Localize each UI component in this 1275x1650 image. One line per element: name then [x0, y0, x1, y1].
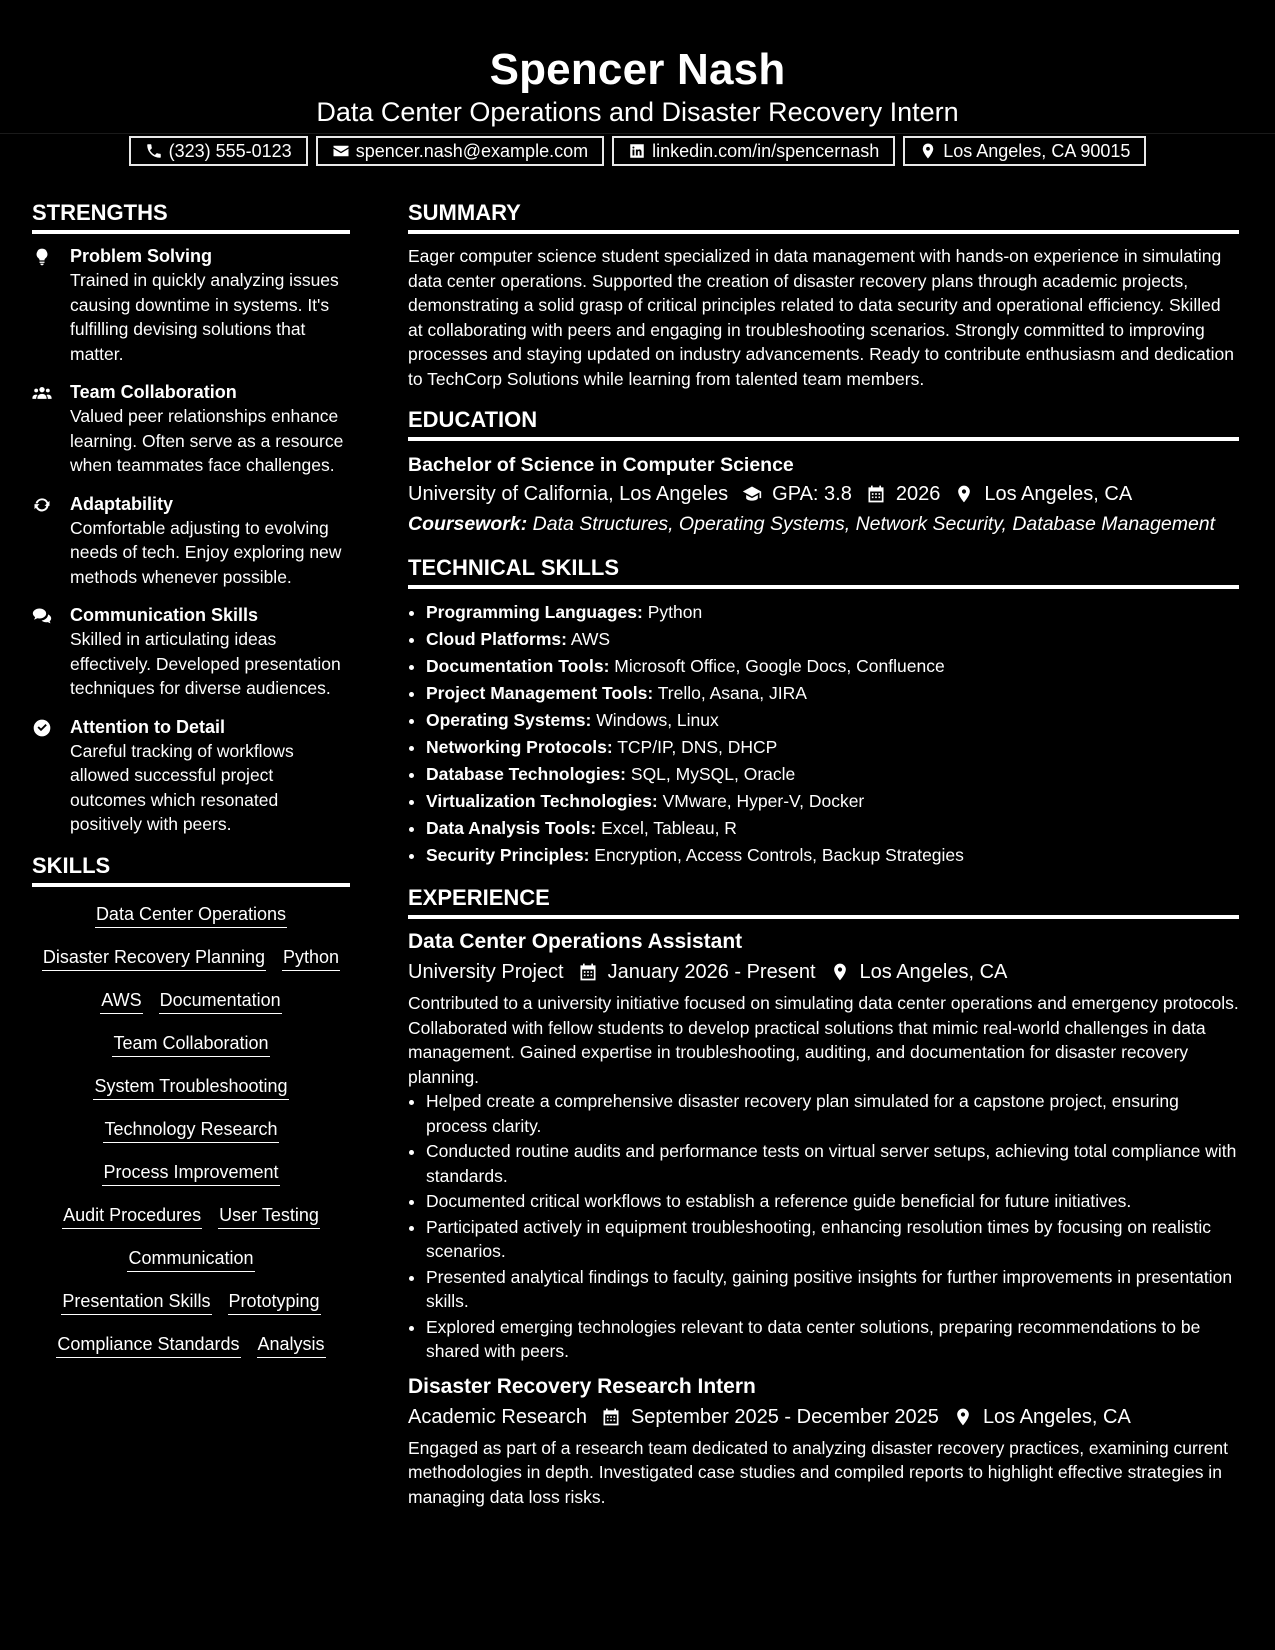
job-dates: January 2026 - Present	[607, 961, 816, 983]
technical-skills-heading: TECHNICAL SKILLS	[408, 553, 1239, 589]
strength-title: Attention to Detail	[70, 716, 225, 737]
list-item: • Database Technologies: SQL, MySQL, Oracle	[426, 761, 1239, 788]
strength-desc: Skilled in articulating ideas effectively. Developed presentation techniques for diverse audiences.	[70, 629, 341, 698]
job-title: Data Center Operations Assistant	[408, 930, 743, 953]
skill-tag: Compliance Standards	[56, 1331, 240, 1358]
map-pin-icon	[830, 962, 850, 982]
list-item: • Virtualization Technologies: VMware, Hyper-V, Docker	[426, 788, 1239, 815]
job-location: Los Angeles, CA	[982, 1405, 1131, 1428]
strength-item	[32, 492, 350, 590]
job-meta	[408, 957, 1239, 987]
summary-heading: SUMMARY	[408, 198, 1239, 234]
list-item: • Operating Systems: Windows, Linux	[426, 707, 1239, 734]
job-org: University Project	[408, 961, 564, 983]
map-pin-icon	[919, 142, 937, 160]
email-text: spencer.nash@example.com	[355, 140, 589, 161]
strength-item	[32, 603, 350, 701]
job-title: Disaster Recovery Research Intern	[408, 1374, 756, 1398]
list-item: • Helped create a comprehensive disaster recovery plan simulated for a capstone project, ensuring process clarity.	[426, 1089, 1239, 1138]
strength-item	[32, 244, 350, 366]
strength-desc: Careful tracking of workflows allowed successful project outcomes which resonated positively with peers.	[70, 740, 294, 834]
education-meta	[408, 479, 1239, 509]
map-pin-icon	[953, 1407, 973, 1427]
list-item: • Conducted routine audits and performance tests on virtual server setups, achieving total compliance with standards.	[426, 1139, 1239, 1188]
contact-bar	[0, 136, 1275, 166]
skill-tag: Communication	[127, 1245, 254, 1272]
graduation-cap-icon	[742, 484, 762, 504]
list-item: • Participated actively in equipment troubleshooting, enhancing resolution times by focusing on realistic scenarios.	[426, 1215, 1239, 1264]
job-org: Academic Research	[408, 1405, 587, 1428]
skill-tag: Process Improvement	[102, 1159, 279, 1186]
education-degree: Bachelor of Science in Computer Science	[408, 454, 794, 476]
right-column	[408, 198, 1239, 1509]
technical-skills-list	[408, 599, 1239, 869]
list-item: • Cloud Platforms: AWS	[426, 626, 1239, 653]
candidate-name: Spencer Nash	[489, 45, 786, 94]
list-item: • Presented analytical findings to faculty, gaining positive insights for further improvements in presentation skills.	[426, 1265, 1239, 1314]
summary-text: Eager computer science student specialized in data management with hands-on experience in simulating data center operations. Supported the creation of disaster recovery plans through academic projects, demonstrating a solid grasp of critical principles related to data security and operational efficiency. Skilled at collaborating with peers and engaging in troubleshooting scenarios. Strongly committed to improving processes and staying updated on industry advancements. Ready to contribute enthusiasm and dedication to TechCorp Solutions while learning from talented team members.	[408, 246, 1234, 389]
skill-tag: Disaster Recovery Planning	[42, 944, 266, 971]
job-entry	[408, 1372, 1239, 1510]
skill-tags	[32, 897, 350, 1358]
job-bullets	[408, 1089, 1239, 1364]
resume-header	[0, 0, 1275, 161]
list-item: • Explored emerging technologies relevant to data center solutions, preparing recommendations to be shared with peers.	[426, 1315, 1239, 1364]
contact-phone[interactable]	[129, 136, 308, 166]
education-year: 2026	[895, 483, 941, 505]
strength-desc: Trained in quickly analyzing issues causing downtime in systems. It's fulfilling devising solutions that matter.	[70, 270, 339, 364]
strength-title: Communication Skills	[70, 605, 259, 625]
calendar-icon	[578, 962, 598, 982]
users-icon	[32, 383, 52, 403]
coursework-text: Data Structures, Operating Systems, Network Security, Database Management	[532, 513, 1216, 535]
contact-email[interactable]	[316, 136, 604, 166]
skill-tag: AWS	[100, 987, 142, 1014]
job-entry	[408, 927, 1239, 1364]
contact-location	[903, 136, 1146, 166]
coursework-label: Coursework:	[408, 513, 528, 535]
education-coursework	[408, 509, 1239, 539]
list-item: • Documentation Tools: Microsoft Office, Google Docs, Confluence	[426, 653, 1239, 680]
strength-desc: Valued peer relationships enhance learning. Often serve as a resource when teammates face challenges.	[70, 406, 344, 475]
skill-tag: Team Collaboration	[112, 1030, 269, 1057]
envelope-icon	[332, 142, 350, 160]
education-school: University of California, Los Angeles	[408, 483, 729, 505]
lightbulb-icon	[32, 247, 52, 267]
job-location: Los Angeles, CA	[859, 961, 1008, 983]
skill-tag: Presentation Skills	[61, 1288, 211, 1315]
linkedin-icon	[628, 142, 646, 160]
comments-icon	[32, 606, 52, 626]
map-pin-icon	[954, 484, 974, 504]
candidate-role: Data Center Operations and Disaster Recovery Intern	[316, 97, 959, 127]
experience-heading: EXPERIENCE	[408, 883, 1239, 919]
list-item: • Project Management Tools: Trello, Asana, JIRA	[426, 680, 1239, 707]
phone-icon	[145, 142, 163, 160]
calendar-icon	[601, 1407, 621, 1427]
skill-tag: Audit Procedures	[62, 1202, 202, 1229]
strength-title: Adaptability	[70, 493, 174, 514]
skill-tag: Prototyping	[228, 1288, 321, 1315]
education-gpa: GPA: 3.8	[772, 483, 852, 505]
strength-item	[32, 715, 350, 837]
left-column	[32, 198, 350, 1374]
list-item: • Programming Languages: Python	[426, 599, 1239, 626]
location-text: Los Angeles, CA 90015	[943, 140, 1131, 161]
linkedin-text: linkedin.com/in/spencernash	[652, 140, 880, 161]
list-item: • Networking Protocols: TCP/IP, DNS, DHCP	[426, 734, 1239, 761]
job-meta	[408, 1402, 1239, 1432]
sync-icon	[32, 495, 52, 515]
strength-desc: Comfortable adjusting to evolving needs of tech. Enjoy exploring new methods whenever possible.	[70, 517, 342, 587]
skill-tag: Analysis	[257, 1331, 326, 1358]
strengths-heading: STRENGTHS	[32, 198, 350, 234]
calendar-icon	[866, 484, 886, 504]
skills-section	[32, 851, 350, 1358]
list-item: • Security Principles: Encryption, Access Controls, Backup Strategies	[426, 842, 1239, 869]
list-item: • Documented critical workflows to establish a reference guide beneficial for future initiatives.	[426, 1189, 1239, 1214]
job-description: Contributed to a university initiative focused on simulating data center operations and emergency protocols. Collaborated with fellow students to develop practical solutions that mimic real-world challenges in data management. Gained expertise in troubleshooting, auditing, and documentation for disaster recovery planning.	[408, 993, 1239, 1087]
job-dates: September 2025 - December 2025	[630, 1405, 939, 1428]
job-description: Engaged as part of a research team dedicated to analyzing disaster recovery practices, examining current methodologies in depth. Investigated case studies and compiled reports to highlight effective strategies in managing data loss risks.	[408, 1437, 1229, 1507]
check-circle-icon	[32, 718, 52, 738]
strength-item	[32, 380, 350, 478]
phone-text: (323) 555-0123	[168, 140, 292, 161]
strength-title: Team Collaboration	[70, 382, 237, 402]
skill-tag: Data Center Operations	[95, 901, 287, 928]
skill-tag: User Testing	[218, 1202, 320, 1229]
education-location: Los Angeles, CA	[984, 483, 1133, 505]
skill-tag: Technology Research	[103, 1116, 278, 1143]
contact-linkedin[interactable]	[612, 136, 895, 166]
skill-tag: Documentation	[159, 987, 282, 1014]
skill-tag: Python	[282, 944, 340, 971]
education-heading: EDUCATION	[408, 405, 1239, 441]
strength-title: Problem Solving	[70, 246, 213, 266]
list-item: • Data Analysis Tools: Excel, Tableau, R	[426, 815, 1239, 842]
skills-heading: SKILLS	[32, 851, 350, 887]
skill-tag: System Troubleshooting	[93, 1073, 288, 1100]
